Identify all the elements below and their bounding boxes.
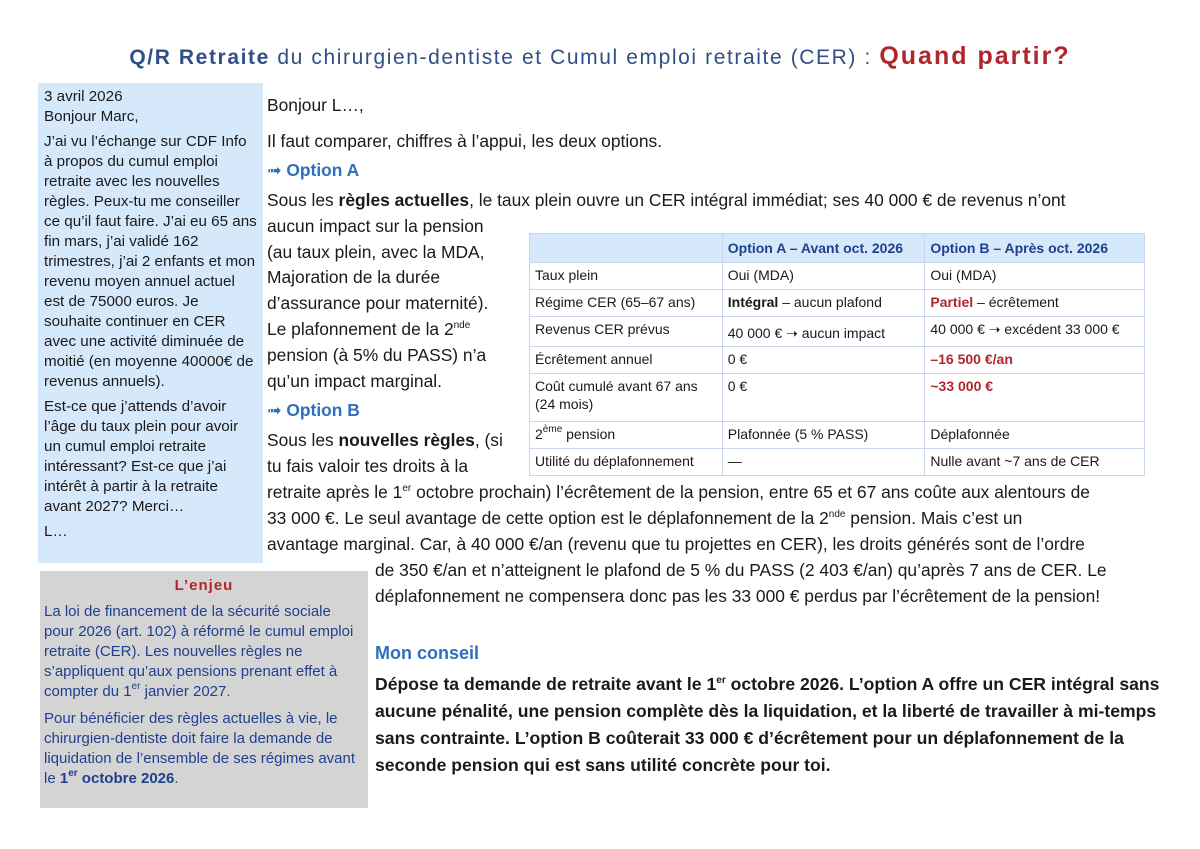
table-header-empty (530, 234, 723, 263)
table-cell-a: 0 € (722, 347, 925, 374)
option-a-line2: aucun impact sur la pension (267, 216, 484, 236)
title-part3: : (857, 46, 880, 69)
answer-greeting: Bonjour L…, (267, 95, 364, 115)
table-cell-b: –16 500 €/an (925, 347, 1145, 374)
answer-intro: Il faut comparer, chiffres à l’appui, les deux options. (267, 131, 663, 151)
enjeu-box (40, 571, 368, 808)
table-cell-label: Coût cumulé avant 67 ans (24 mois) (530, 374, 723, 422)
option-b-line4: 33 000 €. Le seul avantage de cette option est le déplafonnement de la 2nde pension. Mais c’est un (267, 508, 1023, 528)
table-row (530, 317, 1145, 347)
letter-para1: J’ai vu l’échange sur CDF Info à propos du cumul emploi retraite avec les nouvelles règles. Peux-tu me conseiller ce qu’il faut faire. J’ai eu 65 ans fin mars, j’ai validé 162 trimestres, j’ai 2 enfants et mon revenu moyen annuel actuel est de 75000 euros. Je souhaite continuer en CER avec une activité diminuée de moitié (en moyenne 40000€ de revenus annuels). (44, 133, 257, 390)
comparison-table (529, 233, 1145, 476)
table-header-option-b: Option B – Après oct. 2026 (925, 234, 1145, 263)
option-b-line3: retraite après le 1er octobre prochain) l’écrêtement de la pension, entre 65 et 67 ans coûte aux alentours de (267, 482, 1090, 502)
page-title (0, 42, 1200, 71)
table-cell-a: 0 € (722, 374, 925, 422)
table-cell-label: Régime CER (65–67 ans) (530, 290, 723, 317)
enjeu-heading: L’enjeu (174, 577, 234, 594)
option-b-heading: ➟ Option B (267, 400, 360, 420)
table-cell-b: 40 000 € ➝ excédent 33 000 € (925, 317, 1145, 347)
table-cell-a: 40 000 € ➝ aucun impact (722, 317, 925, 347)
option-a-line4: Majoration de la durée (267, 267, 441, 287)
table-cell-a: Plafonnée (5 % PASS) (722, 422, 925, 449)
table-row (530, 347, 1145, 374)
option-a-line7: pension (à 5% du PASS) n’a (267, 345, 487, 365)
table-cell-label: 2ème pension (530, 422, 723, 449)
option-b-line7: déplafonnement ne compensera donc pas les 33 000 € perdus par l’écrêtement de la pension! (375, 586, 1101, 606)
option-a-line3: (au taux plein, avec la MDA, (267, 242, 485, 262)
option-a-heading: ➟ Option A (267, 160, 360, 180)
table-cell-label: Revenus CER prévus (530, 317, 723, 347)
table-cell-label: Écrêtement annuel (530, 347, 723, 374)
title-part1: Q/R Retraite (129, 46, 270, 69)
table-row (530, 374, 1145, 422)
option-b-line6: de 350 €/an et n’atteignent le plafond de 5 % du PASS (2 403 €/an) qu’après 7 ans de CER. Le (375, 560, 1107, 580)
table-cell-label: Taux plein (530, 263, 723, 290)
enjeu-para1: La loi de financement de la sécurité sociale pour 2026 (art. 102) à réformé le cumul emploi retraite (CER). Les nouvelles règles ne s’appliquent qu’aux pensions prenant effet à compter du 1er janvier 2027. (44, 603, 354, 700)
table-cell-b: Partiel – écrêtement (925, 290, 1145, 317)
enjeu-para2: Pour bénéficier des règles actuelles à vie, le chirurgien-dentiste doit faire la demande de liquidation de l’ensemble de ses régimes avant le 1er octobre 2026. (44, 710, 356, 787)
option-a-line6: Le plafonnement de la 2nde (267, 319, 471, 339)
table-row (530, 263, 1145, 290)
table-row (530, 422, 1145, 449)
table-cell-b: Oui (MDA) (925, 263, 1145, 290)
letter-greeting: Bonjour Marc, (44, 108, 139, 125)
table-cell-label: Utilité du déplafonnement (530, 449, 723, 476)
conseil-text: Dépose ta demande de retraite avant le 1er octobre 2026. L’option A offre un CER intégral sans aucune pénalité, une pension complète dès la liquidation, et la liberté de travailler à mi-temps sans contrainte. L’option B coûterait 33 000 € d’écrêtement pour un déplafonnement de la seconde pension qui est sans utilité concrète pour toi. (375, 674, 1160, 775)
table-cell-a: — (722, 449, 925, 476)
letter-para2: Est-ce que j’attends d’avoir l’âge du taux plein pour avoir un cumul emploi retraite intéressant? Est-ce que j’ai intérêt à partir à la retraite avant 2027? Merci… (44, 398, 239, 515)
table-row (530, 290, 1145, 317)
option-b-line2: tu fais valoir tes droits à la (267, 456, 469, 476)
title-part2: du chirurgien-dentiste et Cumul emploi retraite (CER) (269, 46, 858, 69)
table-header-option-a: Option A – Avant oct. 2026 (722, 234, 925, 263)
option-b-line1: Sous les nouvelles règles, (si (267, 430, 503, 450)
table-cell-a: Intégral – aucun plafond (722, 290, 925, 317)
title-part4: Quand partir? (879, 42, 1071, 70)
table-cell-b: Déplafonnée (925, 422, 1145, 449)
option-b-line5: avantage marginal. Car, à 40 000 €/an (revenu que tu projettes en CER), les droits générés sont de l’ordre (267, 534, 1085, 554)
option-a-line1: Sous les règles actuelles, le taux plein ouvre un CER intégral immédiat; ses 40 000 € de revenus n’ont (267, 190, 1066, 210)
letter-date: 3 avril 2026 (44, 88, 123, 105)
option-a-line8: qu’un impact marginal. (267, 371, 442, 391)
table-cell-b: Nulle avant ~7 ans de CER (925, 449, 1145, 476)
reader-letter (38, 83, 263, 563)
letter-sign: L… (44, 523, 68, 540)
conseil-heading: Mon conseil (375, 643, 480, 663)
table-cell-a: Oui (MDA) (722, 263, 925, 290)
option-a-line5: d’assurance pour maternité). (267, 293, 489, 313)
table-row (530, 449, 1145, 476)
table-header-row (530, 234, 1145, 263)
table-cell-b: ~33 000 € (925, 374, 1145, 422)
